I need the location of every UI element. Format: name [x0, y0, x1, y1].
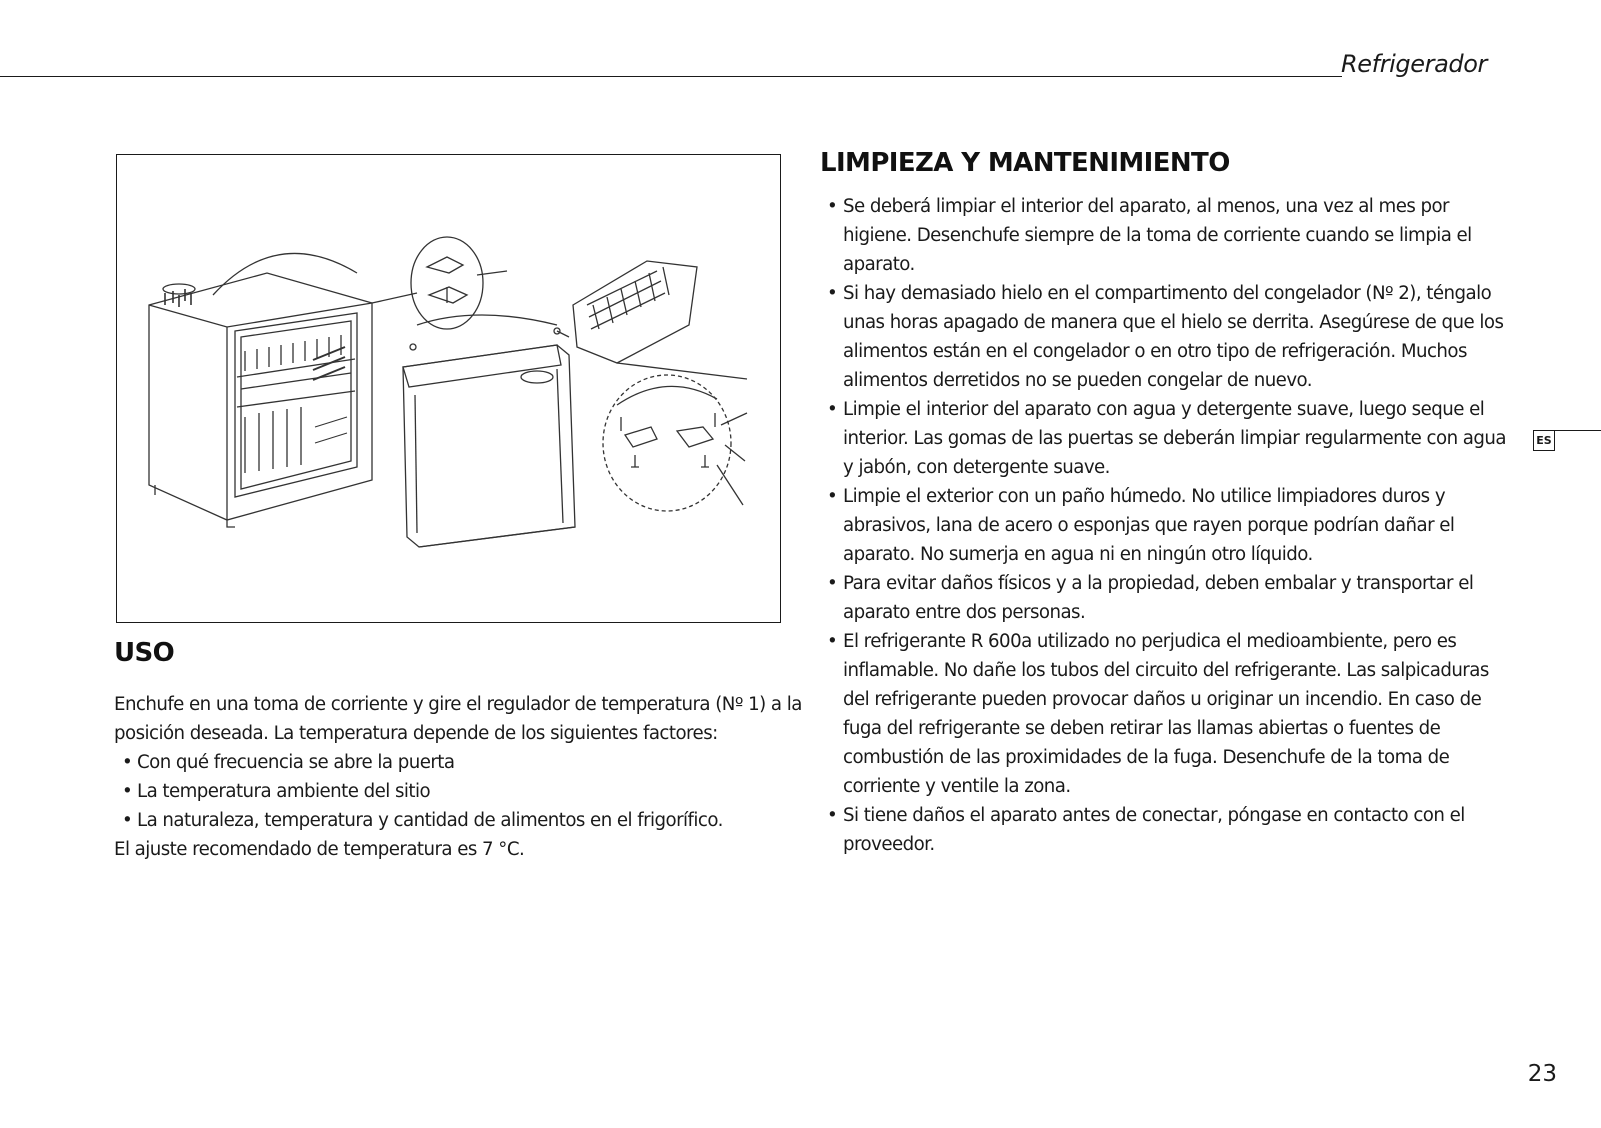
- fridge-door-reversal-icon: [117, 155, 780, 622]
- language-tab-rule: [1555, 430, 1601, 431]
- uso-intro: Enchufe en una toma de corriente y gire el regulador de temperatura (Nº 1) a la posición deseada. La temperatura depende de los siguientes factores:: [114, 694, 802, 744]
- maintenance-section: [820, 146, 1506, 859]
- coil-detail-drawing: [557, 261, 747, 379]
- fridge-door-drawing: [403, 345, 575, 547]
- header-title: Refrigerador: [1341, 50, 1487, 78]
- page-number: 23: [1527, 1061, 1557, 1087]
- list-item: • Con qué frecuencia se abre la puerta: [114, 748, 804, 777]
- language-tab: ES: [1533, 430, 1555, 451]
- uso-recommended-temperature: El ajuste recomendado de temperatura es 7 °C.: [114, 839, 525, 860]
- list-item: • Limpie el exterior con un paño húmedo. No utilice limpiadores duros y abrasivos, lana de acero o esponjas que rayen porque podrían dañar el aparato. No sumerja en agua ni en ningún otro líquido.: [820, 482, 1513, 569]
- list-item: • Si tiene daños el aparato antes de conectar, póngase en contacto con el proveedor.: [820, 801, 1513, 859]
- header-rule: [0, 76, 1342, 77]
- hinge-detail-bottom-drawing: [603, 375, 747, 511]
- uso-section: [114, 636, 804, 864]
- maintenance-title: LIMPIEZA Y MANTENIMIENTO: [820, 148, 1230, 178]
- list-item: • Si hay demasiado hielo en el compartimento del congelador (Nº 2), téngalo unas horas apagado de manera que el hielo se derrita. Asegúrese de que los alimentos están en el congelador o en otro tipo de refrigeración. Muchos alimentos derretidos no se pueden congelar de nuevo.: [820, 279, 1513, 395]
- list-item: • La naturaleza, temperatura y cantidad de alimentos en el frigorífico.: [114, 806, 804, 835]
- list-item: • Limpie el interior del aparato con agua y detergente suave, luego seque el interior. Las gomas de las puertas se deberán limpiar regularmente con agua y jabón, con detergente suave.: [820, 395, 1513, 482]
- list-item: • Se deberá limpiar el interior del aparato, al menos, una vez al mes por higiene. Desenchufe siempre de la toma de corriente cuando se limpia el aparato.: [820, 192, 1513, 279]
- fridge-illustration: [116, 154, 781, 623]
- uso-title: USO: [114, 638, 175, 668]
- list-item: • La temperatura ambiente del sitio: [114, 777, 804, 806]
- fridge-cabinet-drawing: [149, 253, 372, 527]
- uso-factors-list: [114, 748, 804, 835]
- list-item: • El refrigerante R 600a utilizado no perjudica el medioambiente, pero es inflamable. No dañe los tubos del circuito del refrigerante. Las salpicaduras del refrigerante pueden provocar daños u originar un incendio. En caso de fuga del refrigerante se deben retirar las llamas abiertas o fuentes de combustión de las proximidades de la fuga. Desenchufe de la toma de corriente y ventile la zona.: [820, 627, 1513, 801]
- rotation-arc-drawing: [417, 315, 557, 325]
- list-item: • Para evitar daños físicos y a la propiedad, deben embalar y transportar el aparato entre dos personas.: [820, 569, 1513, 627]
- maintenance-list: [820, 192, 1506, 859]
